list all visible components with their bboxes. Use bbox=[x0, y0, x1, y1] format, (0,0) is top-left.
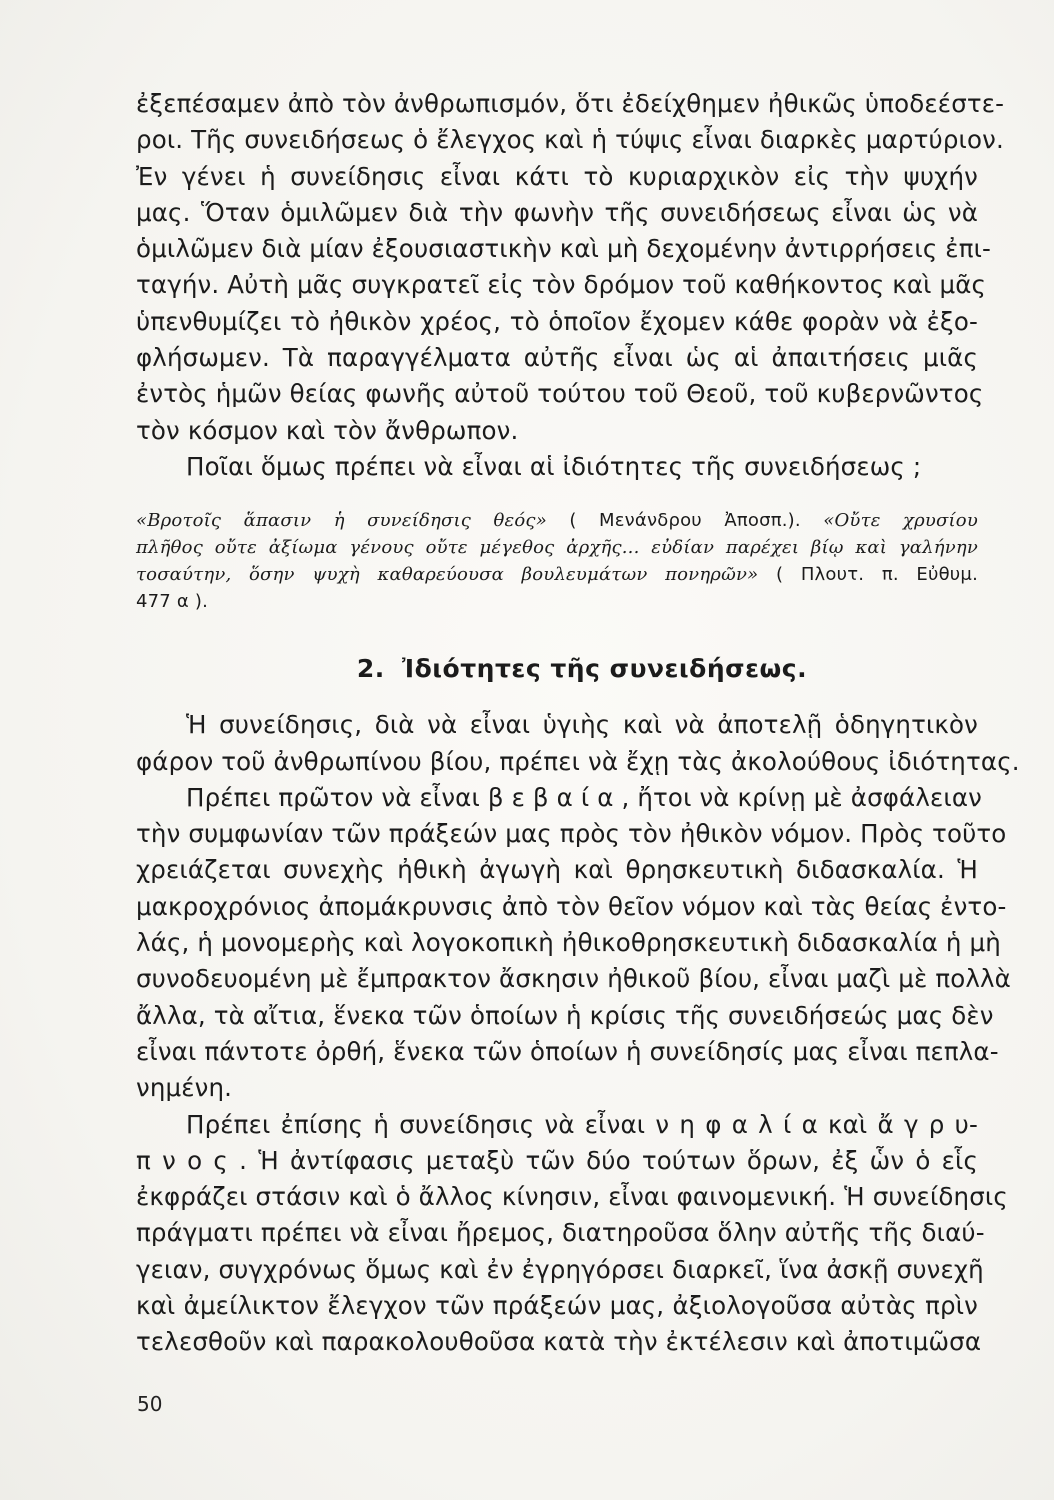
quote-source: ( Πλουτ. π. Εὐθυμ. bbox=[775, 564, 978, 586]
text-line: Ἡ συνείδησις, διὰ νὰ εἶναι ὑγιὴς καὶ νὰ ἀποτελῇ ὁδηγητικὸν bbox=[186, 710, 978, 740]
quote-text: τοσαύτην, ὅσην ψυχὴ καθαρεύουσα βουλευμάτων πονηρῶν» bbox=[136, 564, 759, 586]
quote-text: πλῆθος οὔτε ἀξίωμα γένους οὔτε μέγεθος ἀρχῆς... εὐδίαν παρέχει βίῳ καὶ γαλήνην bbox=[136, 537, 978, 559]
quote-line bbox=[136, 507, 978, 534]
text-line: λάς, ἡ μονομερὴς καὶ λογοκοπικὴ ἠθικοθρησκευτικὴ διδασκαλία ἡ μὴ bbox=[136, 928, 1001, 958]
text-line: φλήσωμεν. Τὰ παραγγέλματα αὐτῆς εἶναι ὡς αἱ ἀπαιτήσεις μιᾶς bbox=[136, 343, 978, 373]
text-line: εἶναι πάντοτε ὀρθή, ἕνεκα τῶν ὁποίων ἡ συνείδησίς μας εἶναι πεπλα- bbox=[136, 1036, 999, 1066]
question-line: Ποῖαι ὅμως πρέπει νὰ εἶναι αἱ ἰδιότητες τῆς συνειδήσεως ; bbox=[186, 451, 922, 481]
text-line: ταγήν. Αὐτὴ μᾶς συγκρατεῖ εἰς τὸν δρόμον τοῦ καθήκοντος καὶ μᾶς bbox=[136, 270, 987, 300]
text-line: ἐκφράζει στάσιν καὶ ὁ ἄλλος κίνησιν, εἶναι φαινομενική. Ἡ συνείδησις bbox=[136, 1182, 1008, 1212]
text-line: Πρέπει πρῶτον νὰ εἶναι β ε β α ί α , ἤτοι νὰ κρίνῃ μὲ ἀσφάλειαν bbox=[186, 782, 982, 812]
text-line: πράγματι πρέπει νὰ εἶναι ἤρεμος, διατηροῦσα ὅλην αὐτῆς τῆς διαύ- bbox=[136, 1218, 985, 1248]
text-line: τελεσθοῦν καὶ παρακολουθοῦσα κατὰ τὴν ἐκτέλεσιν καὶ ἀποτιμῶσα bbox=[136, 1327, 982, 1357]
paragraph-4 bbox=[136, 1107, 1008, 1361]
quote-line bbox=[136, 588, 978, 615]
quote-source: 477 α ). bbox=[136, 591, 209, 613]
quote-text: «Οὔτε χρυσίου bbox=[823, 510, 978, 532]
text-line: ἄλλα, τὰ αἴτια, ἕνεκα τῶν ὁποίων ἡ κρίσις τῆς συνειδήσεώς μας δὲν bbox=[136, 1000, 994, 1030]
text-line: χρειάζεται συνεχὴς ἠθικὴ ἀγωγὴ καὶ θρησκευτικὴ διδασκαλία. Ἡ bbox=[136, 855, 978, 885]
page-text bbox=[136, 86, 1020, 1361]
text-line: συνοδευομένη μὲ ἔμπρακτον ἄσκησιν ἠθικοῦ βίου, εἶναι μαζὶ μὲ πολλὰ bbox=[136, 964, 1011, 994]
paragraph-3 bbox=[136, 780, 1011, 1107]
paragraph-1 bbox=[136, 86, 1005, 449]
quote-line bbox=[136, 534, 978, 561]
section-heading bbox=[136, 651, 978, 687]
text-line: π ν ο ς . Ἡ ἀντίφασις μεταξὺ τῶν δύο τούτων ὅρων, ἐξ ὧν ὁ εἷς bbox=[136, 1145, 978, 1175]
quote-source: ( Μενάνδρου Ἀποσπ.). bbox=[569, 510, 801, 532]
text-line: τὸν κόσμον καὶ τὸν ἄνθρωπον. bbox=[136, 415, 519, 445]
text-line: ἐξεπέσαμεν ἀπὸ τὸν ἀνθρωπισμόν, ὅτι ἐδείχθημεν ἠθικῶς ὑποδεέστε- bbox=[136, 89, 1005, 118]
text-line: νημένη. bbox=[136, 1073, 233, 1103]
paragraph-2 bbox=[136, 707, 1020, 780]
text-line: τὴν συμφωνίαν τῶν πράξεών μας πρὸς τὸν ἠθικὸν νόμον. Πρὸς τοῦτο bbox=[136, 819, 1007, 849]
text-line: φάρον τοῦ ἀνθρωπίνου βίου, πρέπει νὰ ἔχῃ τὰς ἀκολούθους ἰδιότητας. bbox=[136, 746, 1020, 776]
text-line: ὁμιλῶμεν διὰ μίαν ἐξουσιαστικὴν καὶ μὴ δεχομένην ἀντιρρήσεις ἐπι- bbox=[136, 234, 992, 264]
section-number: 2. bbox=[356, 654, 385, 684]
quote-line bbox=[136, 561, 978, 588]
text-line: γειαν, συγχρόνως ὅμως καὶ ἐν ἐγρηγόρσει διαρκεῖ, ἵνα ἀσκῇ συνεχῆ bbox=[136, 1254, 984, 1284]
text-line: Πρέπει ἐπίσης ἡ συνείδησις νὰ εἶναι ν η φ α λ ί α καὶ ἄ γ ρ υ- bbox=[186, 1109, 978, 1139]
text-line: Ἐν γένει ἡ συνείδησις εἶναι κάτι τὸ κυριαρχικὸν εἰς τὴν ψυχήν bbox=[136, 161, 978, 191]
quote-text: «Βροτοῖς ἅπασιν ἡ συνείδησις θεός» bbox=[136, 510, 547, 532]
page-number: 50 bbox=[137, 1392, 163, 1416]
section-title: Ἰδιότητες τῆς συνειδήσεως. bbox=[402, 654, 808, 684]
text-line: ὑπενθυμίζει τὸ ἠθικὸν χρέος, τὸ ὁποῖον ἔχομεν κάθε φορὰν νὰ ἐξο- bbox=[136, 306, 978, 336]
quotation-block bbox=[136, 507, 978, 615]
text-line: μας. Ὅταν ὁμιλῶμεν διὰ τὴν φωνὴν τῆς συνειδήσεως εἶναι ὡς νὰ bbox=[136, 197, 978, 227]
text-line: καὶ ἀμείλικτον ἔλεγχον τῶν πράξεών μας, ἀξιολογοῦσα αὐτὰς πρὶν bbox=[136, 1291, 978, 1321]
text-line: ἐντὸς ἡμῶν θείας φωνῆς αὐτοῦ τούτου τοῦ Θεοῦ, τοῦ κυβερνῶντος bbox=[136, 379, 984, 409]
text-line: ροι. Τῆς συνειδήσεως ὁ ἔλεγχος καὶ ἡ τύψις εἶναι διαρκὲς μαρτύριον. bbox=[136, 125, 1004, 155]
text-line: μακροχρόνιος ἀπομάκρυνσις ἀπὸ τὸν θεῖον νόμον καὶ τὰς θείας ἐντο- bbox=[136, 891, 1007, 921]
